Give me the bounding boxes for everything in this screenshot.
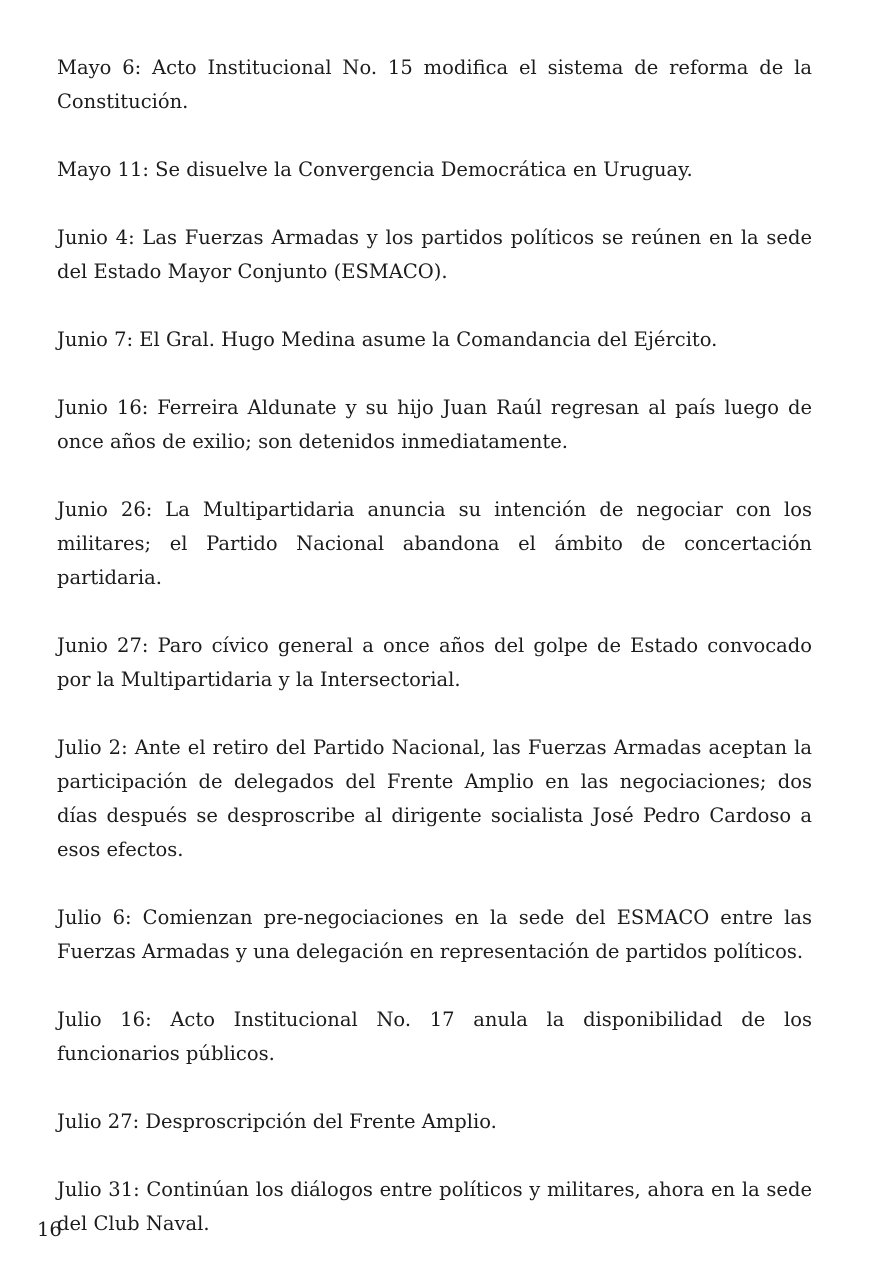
chronology-entry: Junio 27: Paro cívico general a once años del golpe de Estado convocado por la Multipartidaria y la Intersectorial. [57,634,812,691]
chronology-entry: Julio 2: Ante el retiro del Partido Nacional, las Fuerzas Armadas aceptan la participación de delegados del Frente Amplio en las negociaciones; dos días después se desproscribe al dirigente socialista José Pedro Cardoso a esos efectos. [57,736,812,861]
chronology-entry: Julio 27: Desproscripción del Frente Amplio. [57,1110,497,1133]
chronology-entry: Mayo 11: Se disuelve la Convergencia Democrática en Uruguay. [57,158,693,181]
chronology-entry: Junio 7: El Gral. Hugo Medina asume la Comandancia del Ejército. [57,328,718,351]
chronology-entry: Julio 6: Comienzan pre-negociaciones en la sede del ESMACO entre las Fuerzas Armadas y una delegación en representación de partidos políticos. [57,906,812,963]
chronology-text [57,51,812,1275]
chronology-entry: Mayo 6: Acto Institucional No. 15 modifica el sistema de reforma de la Constitución. [57,56,812,113]
chronology-entry: Julio 16: Acto Institucional No. 17 anula la disponibilidad de los funcionarios públicos. [57,1008,812,1065]
chronology-entry: Junio 26: La Multipartidaria anuncia su intención de negociar con los militares; el Partido Nacional abandona el ámbito de concertación partidaria. [57,498,812,589]
chronology-entry: Junio 16: Ferreira Aldunate y su hijo Juan Raúl regresan al país luego de once años de exilio; son detenidos inmediatamente. [57,396,812,453]
chronology-entry: Junio 4: Las Fuerzas Armadas y los partidos políticos se reúnen en la sede del Estado Mayor Conjunto (ESMACO). [57,226,812,283]
page-number: 16 [37,1218,62,1241]
chronology-entry: Julio 31: Continúan los diálogos entre políticos y militares, ahora en la sede del Club Naval. [57,1178,812,1235]
